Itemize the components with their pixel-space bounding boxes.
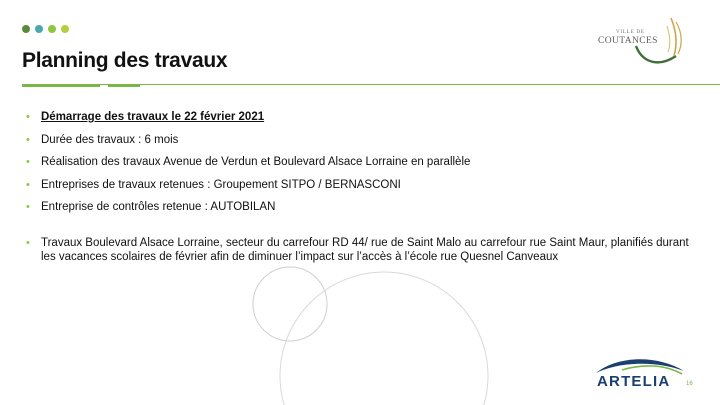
artelia-logo-text: ARTELIA: [597, 373, 671, 390]
bullet-icon: •: [26, 133, 30, 146]
list-item: • Travaux Boulevard Alsace Lorraine, secteur du carrefour RD 44/ rue de Saint Malo au carrefour rue Saint Maur, planifiés durant les vacances scolaires de février afin de diminuer l’impact sur l’accès à l’école rue Quesnel Canveaux: [26, 237, 689, 263]
coutances-logo: [592, 12, 692, 74]
slide-title: Planning des travaux: [22, 49, 228, 72]
list-item: • Réalisation des travaux Avenue de Verdun et Boulevard Alsace Lorraine en parallèle: [26, 156, 471, 168]
list-item: • Durée des travaux : 6 mois: [26, 133, 179, 146]
bullet-icon: •: [26, 178, 30, 191]
title-underline-accent-2: [108, 84, 140, 87]
title-underline-accent-1: [22, 84, 100, 87]
page-number: 16: [686, 381, 693, 387]
bullet-icon: •: [26, 111, 30, 123]
large-circle: [280, 272, 488, 405]
header-dots: [22, 25, 69, 33]
coutances-logo-small-text: VILLE DE: [616, 30, 645, 35]
small-circle: [253, 267, 327, 341]
dot-4: [61, 25, 69, 33]
bullet-icon: •: [26, 237, 30, 249]
list-item: • Entreprises de travaux retenues : Groupement SITPO / BERNASCONI: [26, 178, 401, 191]
dot-2: [35, 25, 43, 33]
list-item: • Entreprise de contrôles retenue : AUTOBILAN: [26, 201, 276, 213]
dot-3: [48, 25, 56, 33]
bullet-icon: •: [26, 156, 30, 168]
bullet-list: [26, 110, 706, 273]
dot-1: [22, 25, 30, 33]
list-item: • Démarrage des travaux le 22 février 2021: [26, 111, 265, 123]
bullet-icon: •: [26, 201, 30, 213]
coutances-logo-main-text: COUTANCES: [598, 36, 658, 46]
